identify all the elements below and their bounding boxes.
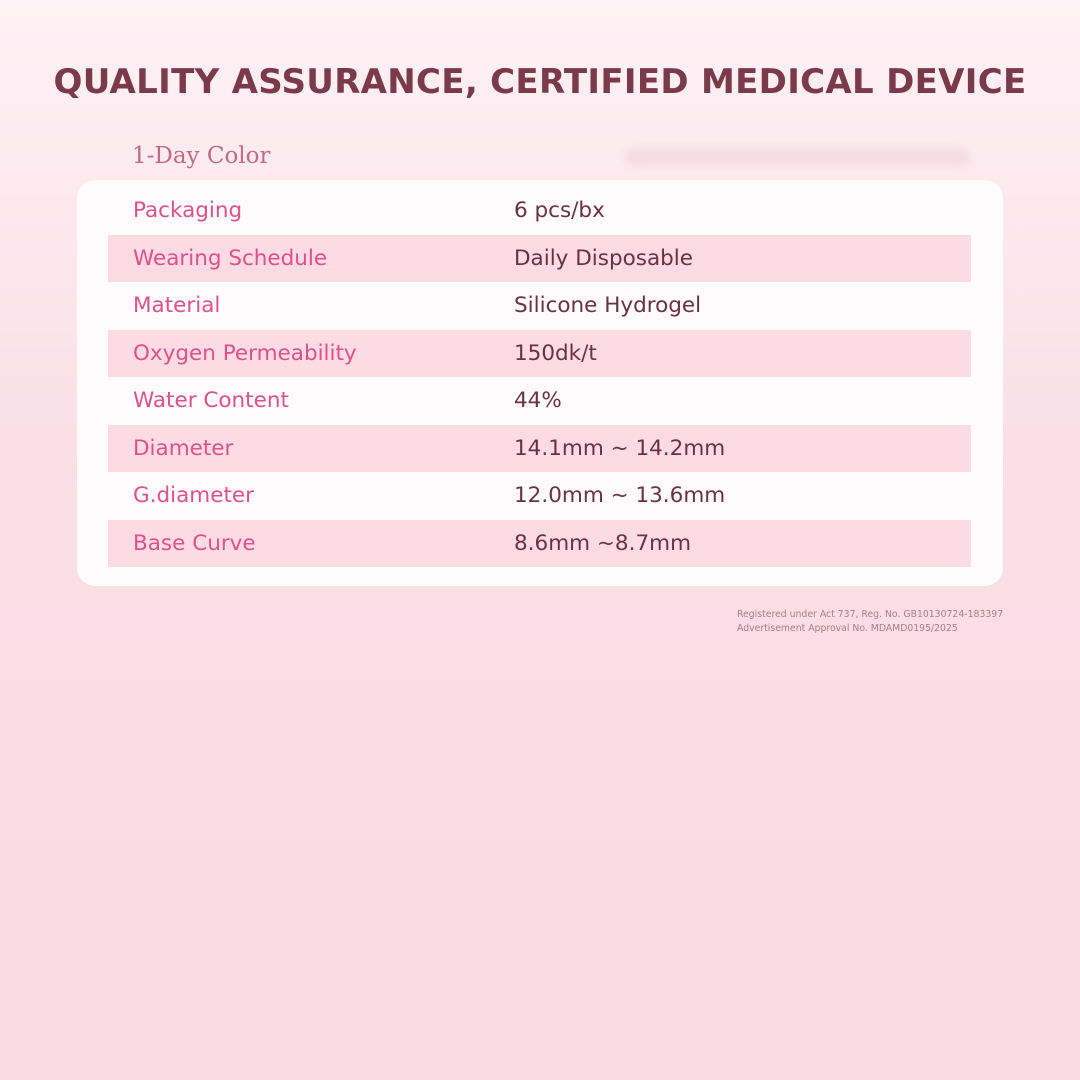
spec-row-material <box>108 282 971 330</box>
spec-label: Packaging <box>133 198 243 224</box>
spec-label: Water Content <box>133 388 289 414</box>
brand-logo-text: 1-Day Color <box>132 143 271 169</box>
spec-value: 12.0mm ~ 13.6mm <box>514 483 726 509</box>
spec-value: 8.6mm ~8.7mm <box>514 530 692 556</box>
spec-value: 14.1mm ~ 14.2mm <box>514 435 726 461</box>
spec-label: Diameter <box>133 435 234 461</box>
blurred-banner <box>625 148 970 166</box>
spec-row-base-curve <box>108 520 971 568</box>
spec-value: Silicone Hydrogel <box>514 293 702 319</box>
spec-row-wearing-schedule <box>108 235 971 283</box>
spec-value: Daily Disposable <box>514 245 693 271</box>
registration-text: Registered under Act 737, Reg. No. GB10130724-183397 <box>737 609 1004 620</box>
spec-row-oxygen-permeability <box>108 330 971 378</box>
spec-value: 150dk/t <box>514 340 597 366</box>
spec-label: Wearing Schedule <box>133 245 328 271</box>
spec-table <box>108 187 971 567</box>
spec-label: G.diameter <box>133 483 254 509</box>
spec-label: Base Curve <box>133 530 256 556</box>
legal-notice <box>737 608 1037 636</box>
spec-row-g-diameter <box>108 472 971 520</box>
spec-label: Material <box>133 293 221 319</box>
spec-value: 6 pcs/bx <box>514 198 605 224</box>
spec-row-water-content <box>108 377 971 425</box>
spec-row-diameter <box>108 425 971 473</box>
spec-value: 44% <box>514 388 562 414</box>
page-title: QUALITY ASSURANCE, CERTIFIED MEDICAL DEVICE <box>53 62 1027 102</box>
approval-text: Advertisement Approval No. MDAMD0195/2025 <box>737 623 958 634</box>
spec-label: Oxygen Permeability <box>133 340 357 366</box>
spec-row-packaging <box>108 187 971 235</box>
